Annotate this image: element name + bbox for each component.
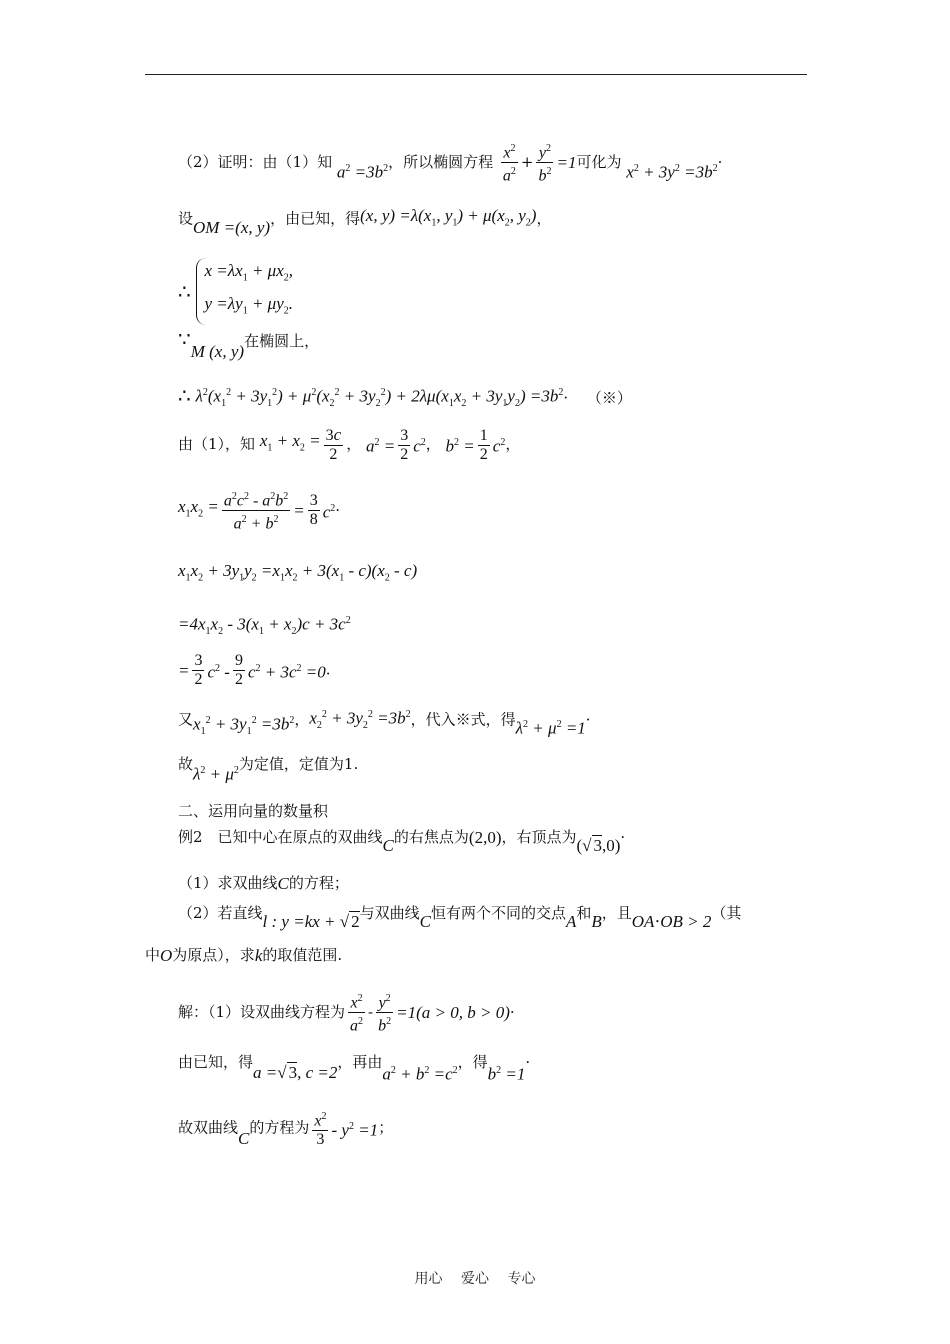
line-proof-intro: （2）证明：由（1）知 $a^2 =3b^2$，所以椭圆方程 $\frac{x^2}{a^2}$ + $\frac{y^2}{b^2}$ =1可化为 $x^2 + 3y^2 =3b^2\cdot$: [178, 140, 722, 186]
line-equation-star: ∴ $\lambda^2(x_1^2 + 3y_1^2) + \mu^2(x_2^2 + 3y_2^2) + 2\lambda\mu(x_1x_2 + 3y_1y_2) =3b^2\cdot$ （※）: [178, 383, 632, 410]
line-expand-2: $=4x_1x_2 - 3(x_1 + x_2)c + 3c^2$: [178, 614, 351, 638]
example-2: 例2 已知中心在原点的双曲线C的右焦点为(2,0)，右顶点为(√ 3,0)·: [178, 828, 626, 855]
line-from-1: 由（1），知 $x_1 + x_2$ = $\frac{3c}{2}$ ， $a^2$ = $\frac{3}{2}$ $c^2$， $b^2$ = $\frac{1}{2}$ $c^2$，: [178, 425, 521, 463]
line-set-om: 设OM =(x, y)，由已知，得(x, $y) =\lambda(x_1$, $y_1) + \mu(x_2$, $y_2$)，: [178, 206, 552, 237]
header-rule: [145, 74, 807, 75]
line-x1x2: $x_1x_2$ = $\frac{a^2c^2 - a^2b^2}{a^2 + b^2}$ = $\frac{3}{8}$ $c^2\cdot$: [178, 488, 340, 534]
question-2: （2）若直线l : y =kx + √ 2与双曲线C恒有两个不同的交点A和B，且OA⋅OB > 2（其: [178, 904, 742, 931]
page-footer: 用心 爱心 专心: [414, 1271, 536, 1287]
question-1: （1）求双曲线C的方程；: [178, 874, 349, 893]
section-heading-2: 二、运用向量的数量积: [178, 802, 329, 820]
line-system: ∴ $x =\lambda x_1 + \mu x_2$, $y =\lambda y_1 + \mu y_2$.: [178, 258, 293, 325]
line-m-on-ellipse: ∵M (x, y)在椭圆上，: [178, 327, 320, 361]
solution-1: 解：（1）设双曲线方程为 $\frac{x^2}{a^2}$ - $\frac{y^2}{b^2}$ =1(a > 0, b > 0)·: [178, 990, 515, 1036]
line-expand-3: = $\frac{3}{2}$ $c^2$ - $\frac{9}{2}$ $c^2 + 3c^2 =0$.: [178, 652, 331, 688]
hyperbola-equation: 故双曲线C的方程为 $\frac{x^2}{3}$ - $y^2 =1$；: [178, 1108, 393, 1149]
question-2-cont: 中O为原点），求k的取值范围.: [145, 946, 343, 965]
line-conclusion: 故$\lambda^2 + \mu^2$为定值，定值为1.: [178, 754, 359, 784]
known-values: 由已知，得a =√ 3, c =2，再由$a^2 + b^2 =c^2$，得$b^2 =1\cdot$: [178, 1052, 531, 1084]
line-substitute: 又$x_1^2 + 3y_1^2 =3b^2$，$x_2^2 + 3y_2^2 =3b^2$，代入※式，得$\lambda^2 + \mu^2 =1\cdot$: [178, 708, 591, 738]
line-expand-1: $x_1x_2 + 3y_1y_2 =x_1x_2 + 3(x_1 - c)(x_2 - c)$: [178, 561, 418, 584]
